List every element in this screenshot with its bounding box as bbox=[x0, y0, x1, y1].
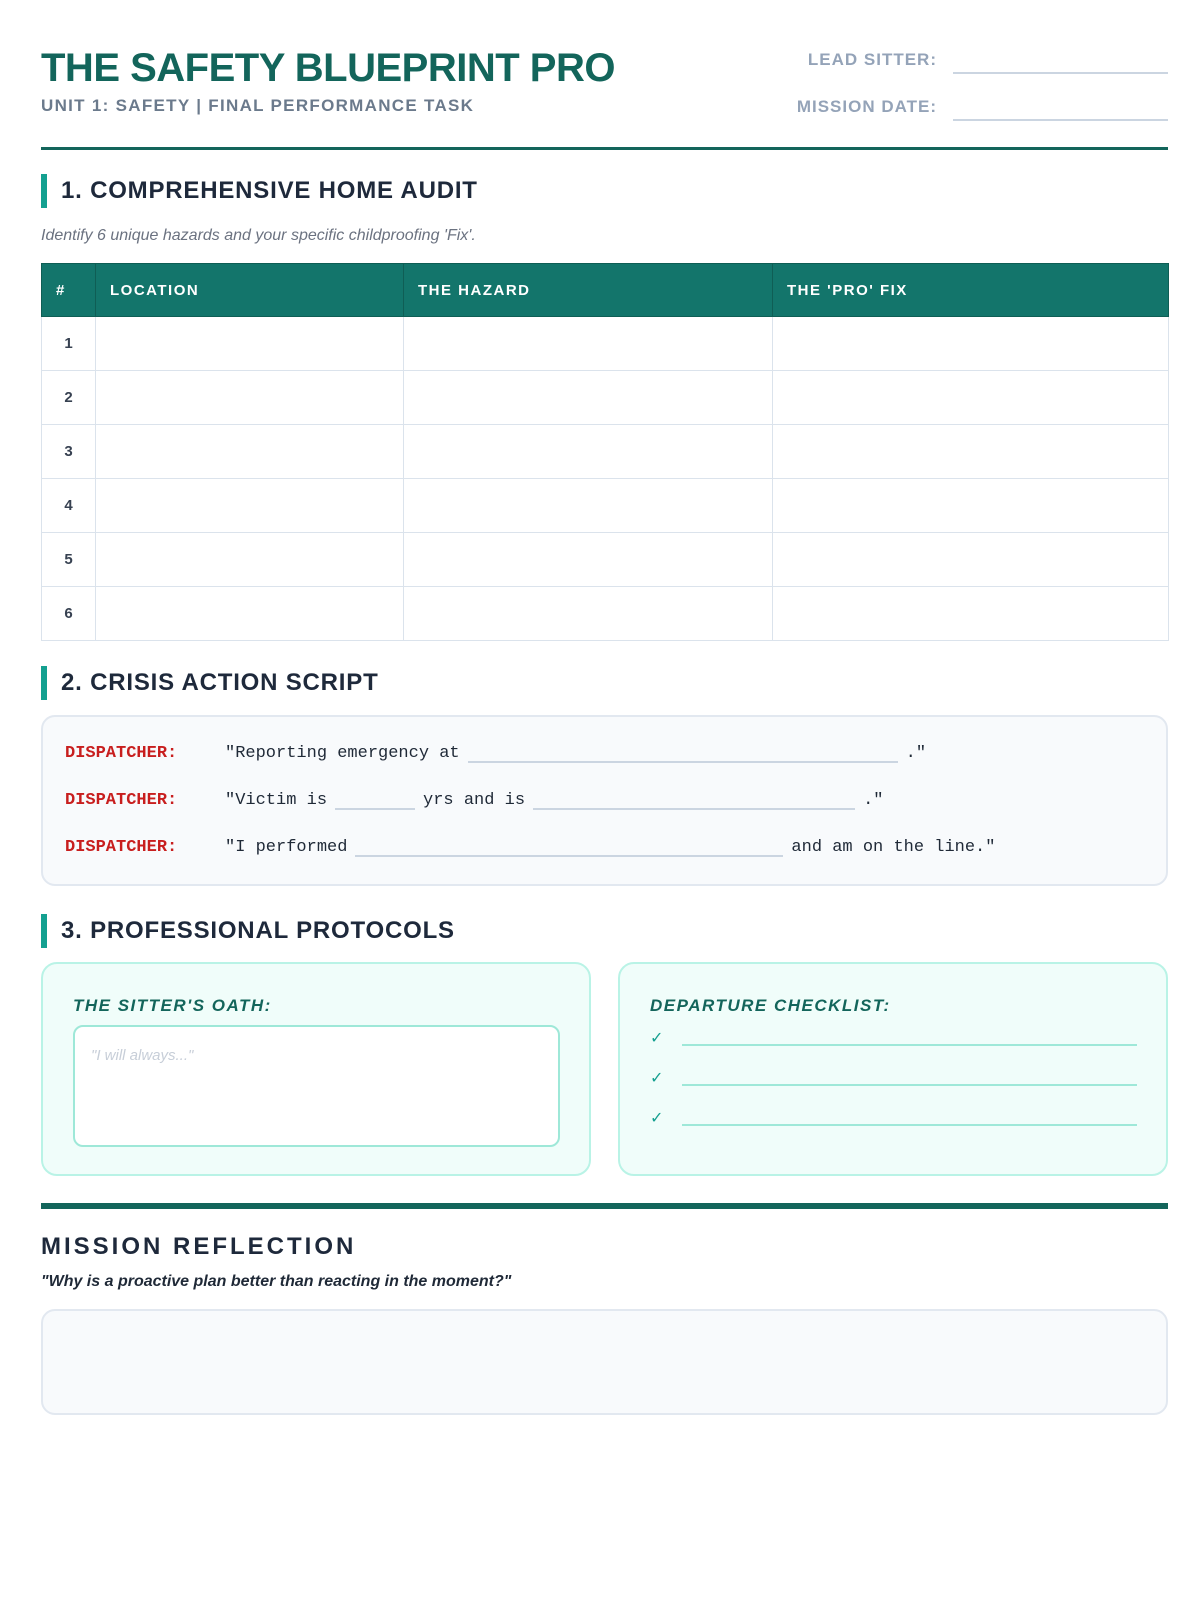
location-cell[interactable] bbox=[96, 533, 404, 587]
home-audit-table bbox=[41, 263, 1169, 641]
section-3-heading bbox=[41, 914, 455, 948]
action-performed-blank[interactable] bbox=[355, 831, 783, 857]
fix-cell[interactable] bbox=[773, 479, 1169, 533]
page-title: THE SAFETY BLUEPRINT PRO bbox=[41, 46, 615, 90]
emergency-location-blank[interactable] bbox=[468, 737, 898, 763]
row-number: 1 bbox=[42, 317, 96, 371]
hazard-cell[interactable] bbox=[404, 425, 773, 479]
table-header-row bbox=[42, 264, 1169, 317]
script-line-3 bbox=[65, 831, 995, 857]
script-text: "I performed bbox=[225, 838, 348, 857]
reflection-question: "Why is a proactive plan better than reacting in the moment?" bbox=[41, 1273, 512, 1290]
fix-cell[interactable] bbox=[773, 587, 1169, 641]
checklist-item[interactable] bbox=[650, 1066, 1137, 1086]
section-1-heading bbox=[41, 174, 478, 208]
victim-age-blank[interactable] bbox=[335, 784, 415, 810]
row-number: 4 bbox=[42, 479, 96, 533]
fix-cell[interactable] bbox=[773, 371, 1169, 425]
script-text-end: and am on the line." bbox=[791, 838, 996, 857]
hazard-cell[interactable] bbox=[404, 533, 773, 587]
oath-placeholder: "I will always..." bbox=[91, 1047, 194, 1064]
table-row bbox=[42, 317, 1169, 371]
script-text: "Reporting emergency at bbox=[225, 744, 460, 763]
checklist-item[interactable] bbox=[650, 1026, 1137, 1046]
row-number: 5 bbox=[42, 533, 96, 587]
section-3-title: 3. PROFESSIONAL PROTOCOLS bbox=[61, 917, 455, 944]
reflection-title: MISSION REFLECTION bbox=[41, 1233, 357, 1260]
lead-sitter-label: LEAD SITTER: bbox=[807, 50, 937, 69]
header bbox=[41, 0, 1168, 152]
table-row bbox=[42, 425, 1169, 479]
section-1-title: 1. COMPREHENSIVE HOME AUDIT bbox=[61, 177, 478, 204]
oath-title: THE SITTER'S OATH: bbox=[73, 996, 272, 1015]
checklist-line[interactable] bbox=[682, 1106, 1137, 1126]
location-cell[interactable] bbox=[96, 479, 404, 533]
section-2-heading bbox=[41, 666, 379, 700]
section-accent-bar bbox=[41, 914, 47, 948]
script-line-2 bbox=[65, 784, 883, 810]
location-cell[interactable] bbox=[96, 371, 404, 425]
oath-textarea[interactable] bbox=[73, 1025, 560, 1147]
script-text-middle: yrs and is bbox=[423, 791, 526, 810]
row-number: 2 bbox=[42, 371, 96, 425]
row-number: 3 bbox=[42, 425, 96, 479]
lead-sitter-row bbox=[808, 46, 1168, 74]
departure-checklist-card bbox=[618, 962, 1168, 1176]
header-divider bbox=[41, 147, 1168, 150]
column-header-location: LOCATION bbox=[96, 264, 404, 317]
lead-sitter-field[interactable] bbox=[953, 46, 1168, 74]
location-cell[interactable] bbox=[96, 587, 404, 641]
script-line-1 bbox=[65, 737, 926, 763]
fix-cell[interactable] bbox=[773, 425, 1169, 479]
hazard-cell[interactable] bbox=[404, 587, 773, 641]
mission-date-label: MISSION DATE: bbox=[796, 97, 937, 116]
table-row bbox=[42, 587, 1169, 641]
column-header-number: # bbox=[42, 264, 96, 317]
audit-instructions: Identify 6 unique hazards and your specific childproofing 'Fix'. bbox=[41, 227, 476, 244]
worksheet-page bbox=[41, 0, 1168, 1290]
location-cell[interactable] bbox=[96, 425, 404, 479]
speaker-label: DISPATCHER: bbox=[65, 791, 178, 810]
column-header-hazard: THE HAZARD bbox=[404, 264, 773, 317]
script-text: "Victim is bbox=[225, 791, 328, 810]
speaker-label: DISPATCHER: bbox=[65, 744, 178, 763]
checklist-item[interactable] bbox=[650, 1106, 1137, 1126]
section-2-title: 2. CRISIS ACTION SCRIPT bbox=[61, 669, 379, 696]
table-row bbox=[42, 479, 1169, 533]
location-cell[interactable] bbox=[96, 317, 404, 371]
reflection-answer-box[interactable] bbox=[41, 1309, 1168, 1415]
checklist-line[interactable] bbox=[682, 1026, 1137, 1046]
hazard-cell[interactable] bbox=[404, 317, 773, 371]
section-accent-bar bbox=[41, 174, 47, 208]
sitter-oath-card bbox=[41, 962, 591, 1176]
column-header-fix: THE 'PRO' FIX bbox=[773, 264, 1169, 317]
fix-cell[interactable] bbox=[773, 533, 1169, 587]
section-accent-bar bbox=[41, 666, 47, 700]
fix-cell[interactable] bbox=[773, 317, 1169, 371]
checklist-line[interactable] bbox=[682, 1066, 1137, 1086]
hazard-cell[interactable] bbox=[404, 371, 773, 425]
victim-condition-blank[interactable] bbox=[533, 784, 855, 810]
checkmark-icon: ✓ bbox=[650, 1030, 664, 1047]
page-subtitle: UNIT 1: SAFETY | FINAL PERFORMANCE TASK bbox=[41, 96, 475, 115]
row-number: 6 bbox=[42, 587, 96, 641]
crisis-script-box bbox=[41, 715, 1168, 886]
mission-date-row bbox=[797, 93, 1168, 121]
table-row bbox=[42, 371, 1169, 425]
mission-date-field[interactable] bbox=[953, 93, 1168, 121]
checkmark-icon: ✓ bbox=[650, 1070, 664, 1087]
script-text-end: ." bbox=[905, 744, 927, 763]
reflection-divider bbox=[41, 1203, 1168, 1209]
hazard-cell[interactable] bbox=[404, 479, 773, 533]
script-text-end: ." bbox=[863, 791, 884, 810]
checkmark-icon: ✓ bbox=[650, 1110, 664, 1127]
speaker-label: DISPATCHER: bbox=[65, 838, 178, 857]
table-row bbox=[42, 533, 1169, 587]
checklist-title: DEPARTURE CHECKLIST: bbox=[650, 996, 891, 1015]
